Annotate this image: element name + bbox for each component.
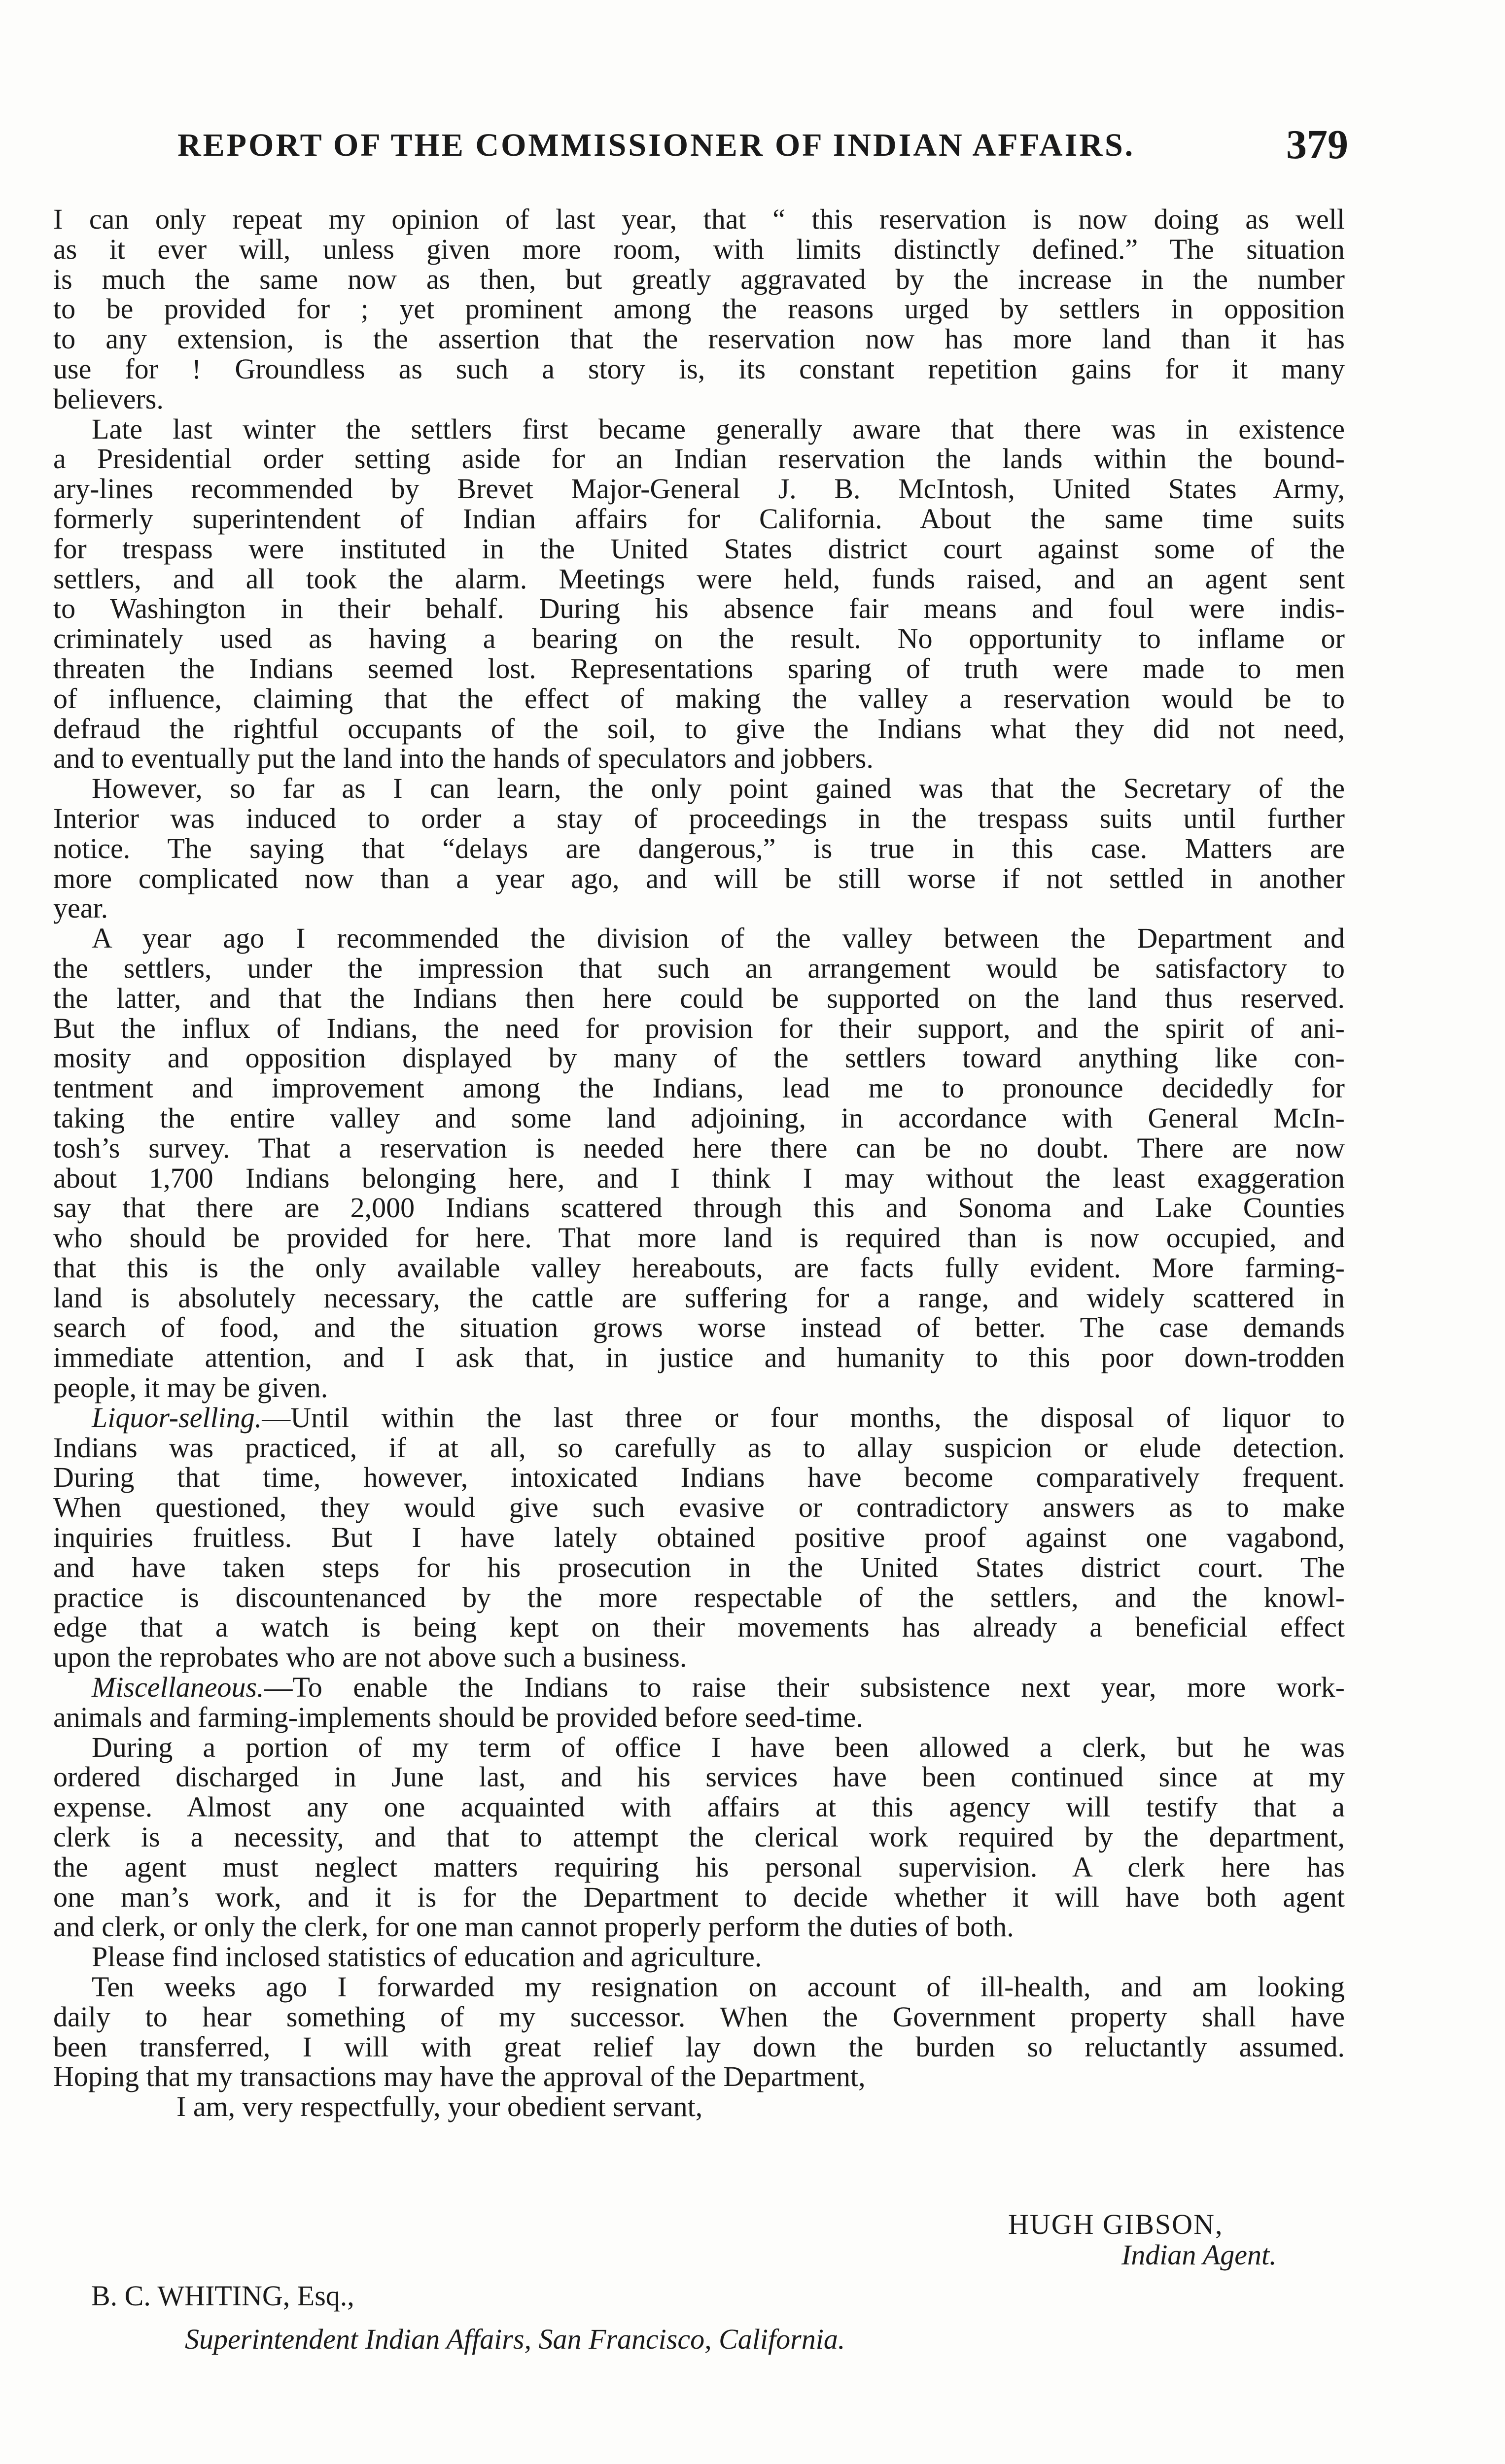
text-line: to any extension, is the assertion that the reservation now has more land than it has	[53, 323, 1345, 355]
text-line: Please find inclosed statistics of education and agriculture.	[92, 1941, 762, 1973]
text-line: is much the same now as then, but greatly aggravated by the increase in the number	[53, 263, 1345, 295]
text-line: formerly superintendent of Indian affairs for California. About the same time suits	[53, 502, 1345, 535]
text-line: edge that a watch is being kept on their movements has already a beneficial effect	[53, 1611, 1345, 1643]
text-line: say that there are 2,000 Indians scattered through this and Sonoma and Lake Counties	[53, 1192, 1345, 1224]
text-line: animals and farming-implements should be provided before seed-time.	[53, 1701, 863, 1733]
text-line: But the influx of Indians, the need for provision for their support, and the spirit of ani-	[53, 1012, 1345, 1044]
text-line: Interior was induced to order a stay of proceedings in the trespass suits until further	[53, 802, 1345, 834]
text-line: Late last winter the settlers first became generally aware that there was in existence	[92, 412, 1345, 445]
text-line: a Presidential order setting aside for an Indian reservation the lands within the bound-	[53, 443, 1345, 475]
text-line: as it ever will, unless given more room, with limits distinctly defined.” The situation	[53, 233, 1345, 265]
text-line: settlers, and all took the alarm. Meetings were held, funds raised, and an agent sent	[53, 562, 1345, 595]
text-line: Indians was practiced, if at all, so carefully as to allay suspicion or elude detection.	[53, 1431, 1345, 1464]
text-line: notice. The saying that “delays are dangerous,” is true in this case. Matters are	[53, 832, 1345, 864]
body-text	[53, 205, 1345, 2122]
text-line: ary-lines recommended by Brevet Major-General J. B. McIntosh, United States Army,	[53, 473, 1345, 505]
text-line: daily to hear something of my successor. When the Government property shall have	[53, 2000, 1345, 2033]
text-line: of influence, claiming that the effect of making the valley a reservation would be to	[53, 682, 1345, 715]
text-line: Miscellaneous.—To enable the Indians to raise their subsistence next year, more work-	[92, 1671, 1345, 1704]
text-line: defraud the rightful occupants of the soil, to give the Indians what they did not need,	[53, 712, 1345, 745]
text-line: practice is discountenanced by the more respectable of the settlers, and the knowl-	[53, 1581, 1345, 1613]
signature-title: Indian Agent.	[1121, 2239, 1277, 2271]
text-line: I am, very respectfully, your obedient servant,	[176, 2090, 703, 2123]
text-line: land is absolutely necessary, the cattle are suffering for a range, and widely scattered in	[53, 1281, 1345, 1314]
section-lead-miscellaneous: Miscellaneous.	[92, 1671, 264, 1704]
text-line: Ten weeks ago I forwarded my resignation on account of ill-health, and am looking	[92, 1971, 1345, 2003]
text-line: threaten the Indians seemed lost. Representations sparing of truth were made to men	[53, 652, 1345, 684]
text-line: inquiries fruitless. But I have lately obtained positive proof against one vagabond,	[53, 1521, 1345, 1554]
text-line: been transferred, I will with great relief lay down the burden so reluctantly assumed.	[53, 2030, 1345, 2063]
text-line: taking the entire valley and some land adjoining, in accordance with General McIn-	[53, 1101, 1345, 1134]
text-line: Hoping that my transactions may have the approval of the Department,	[53, 2060, 866, 2093]
text-line: search of food, and the situation grows worse instead of better. The case demands	[53, 1311, 1345, 1344]
text-line: I can only repeat my opinion of last year, that “ this reservation is now doing as well	[53, 203, 1345, 235]
text-line: When questioned, they would give such evasive or contradictory answers as to make	[53, 1491, 1345, 1524]
text-line: During that time, however, intoxicated Indians have become comparatively frequent.	[53, 1461, 1345, 1494]
text-line: use for ! Groundless as such a story is, its constant repetition gains for it many	[53, 352, 1345, 385]
section-lead-liquor-selling: Liquor-selling.	[92, 1401, 262, 1434]
text-line: year.	[53, 892, 108, 924]
text-line: A year ago I recommended the division of the valley between the Department and	[92, 922, 1345, 955]
text-line: clerk is a necessity, and that to attempt the clerical work required by the department,	[53, 1821, 1345, 1853]
signature-name: HUGH GIBSON,	[1008, 2208, 1224, 2240]
text-line: upon the reprobates who are not above such a business.	[53, 1641, 687, 1674]
addressee-title: Superintendent Indian Affairs, San Francisco, California.	[185, 2323, 845, 2355]
text-line: However, so far as I can learn, the only point gained was that the Secretary of the	[92, 772, 1345, 805]
text-line: to Washington in their behalf. During his absence fair means and foul were indis-	[53, 592, 1345, 625]
text-line: Liquor-selling.—Until within the last three or four months, the disposal of liquor to	[92, 1401, 1345, 1434]
addressee-block	[0, 2279, 1505, 2353]
text-line: more complicated now than a year ago, and will be still worse if not settled in another	[53, 862, 1345, 894]
running-head: REPORT OF THE COMMISSIONER OF INDIAN AFFAIRS.	[177, 127, 1135, 163]
text-line: the agent must neglect matters requiring his personal supervision. A clerk here has	[53, 1850, 1345, 1883]
text-line: During a portion of my term of office I have been allowed a clerk, but he was	[92, 1731, 1345, 1763]
text-line: that this is the only available valley hereabouts, are facts fully evident. More farming-	[53, 1251, 1345, 1284]
text-line: one man’s work, and it is for the Department to decide whether it will have both agent	[53, 1881, 1345, 1913]
text-line: the latter, and that the Indians then here could be supported on the land thus reserved.	[53, 982, 1345, 1014]
text-line: expense. Almost any one acquainted with affairs at this agency will testify that a	[53, 1791, 1345, 1823]
text-line: tentment and improvement among the Indians, lead me to pronounce decidedly for	[53, 1072, 1345, 1104]
text-line: and to eventually put the land into the hands of speculators and jobbers.	[53, 742, 874, 775]
text-line: and clerk, or only the clerk, for one man cannot properly perform the duties of both.	[53, 1911, 1014, 1943]
page-number: 379	[1286, 122, 1348, 168]
text-line: who should be provided for here. That more land is required than is now occupied, and	[53, 1222, 1345, 1254]
text-line: immediate attention, and I ask that, in justice and humanity to this poor down-trodden	[53, 1341, 1345, 1374]
text-line: to be provided for ; yet prominent among the reasons urged by settlers in opposition	[53, 293, 1345, 325]
text-line: tosh’s survey. That a reservation is needed here there can be no doubt. There are now	[53, 1131, 1345, 1164]
text-line: about 1,700 Indians belonging here, and I think I may without the least exaggeration	[53, 1162, 1345, 1194]
text-line: and have taken steps for his prosecution in the United States district court. The	[53, 1551, 1345, 1583]
page-header	[177, 121, 1348, 180]
text-line: for trespass were instituted in the United States district court against some of the	[53, 532, 1345, 565]
text-line: the settlers, under the impression that such an arrangement would be satisfactory to	[53, 952, 1345, 984]
text-line: mosity and opposition displayed by many of the settlers toward anything like con-	[53, 1042, 1345, 1074]
text-line: people, it may be given.	[53, 1371, 328, 1404]
text-line: ordered discharged in June last, and his services have been continued since at my	[53, 1761, 1345, 1793]
addressee-name: B. C. WHITING, Esq.,	[91, 2280, 354, 2312]
text-line: criminately used as having a bearing on the result. No opportunity to inflame or	[53, 622, 1345, 655]
text-line: believers.	[53, 382, 164, 415]
